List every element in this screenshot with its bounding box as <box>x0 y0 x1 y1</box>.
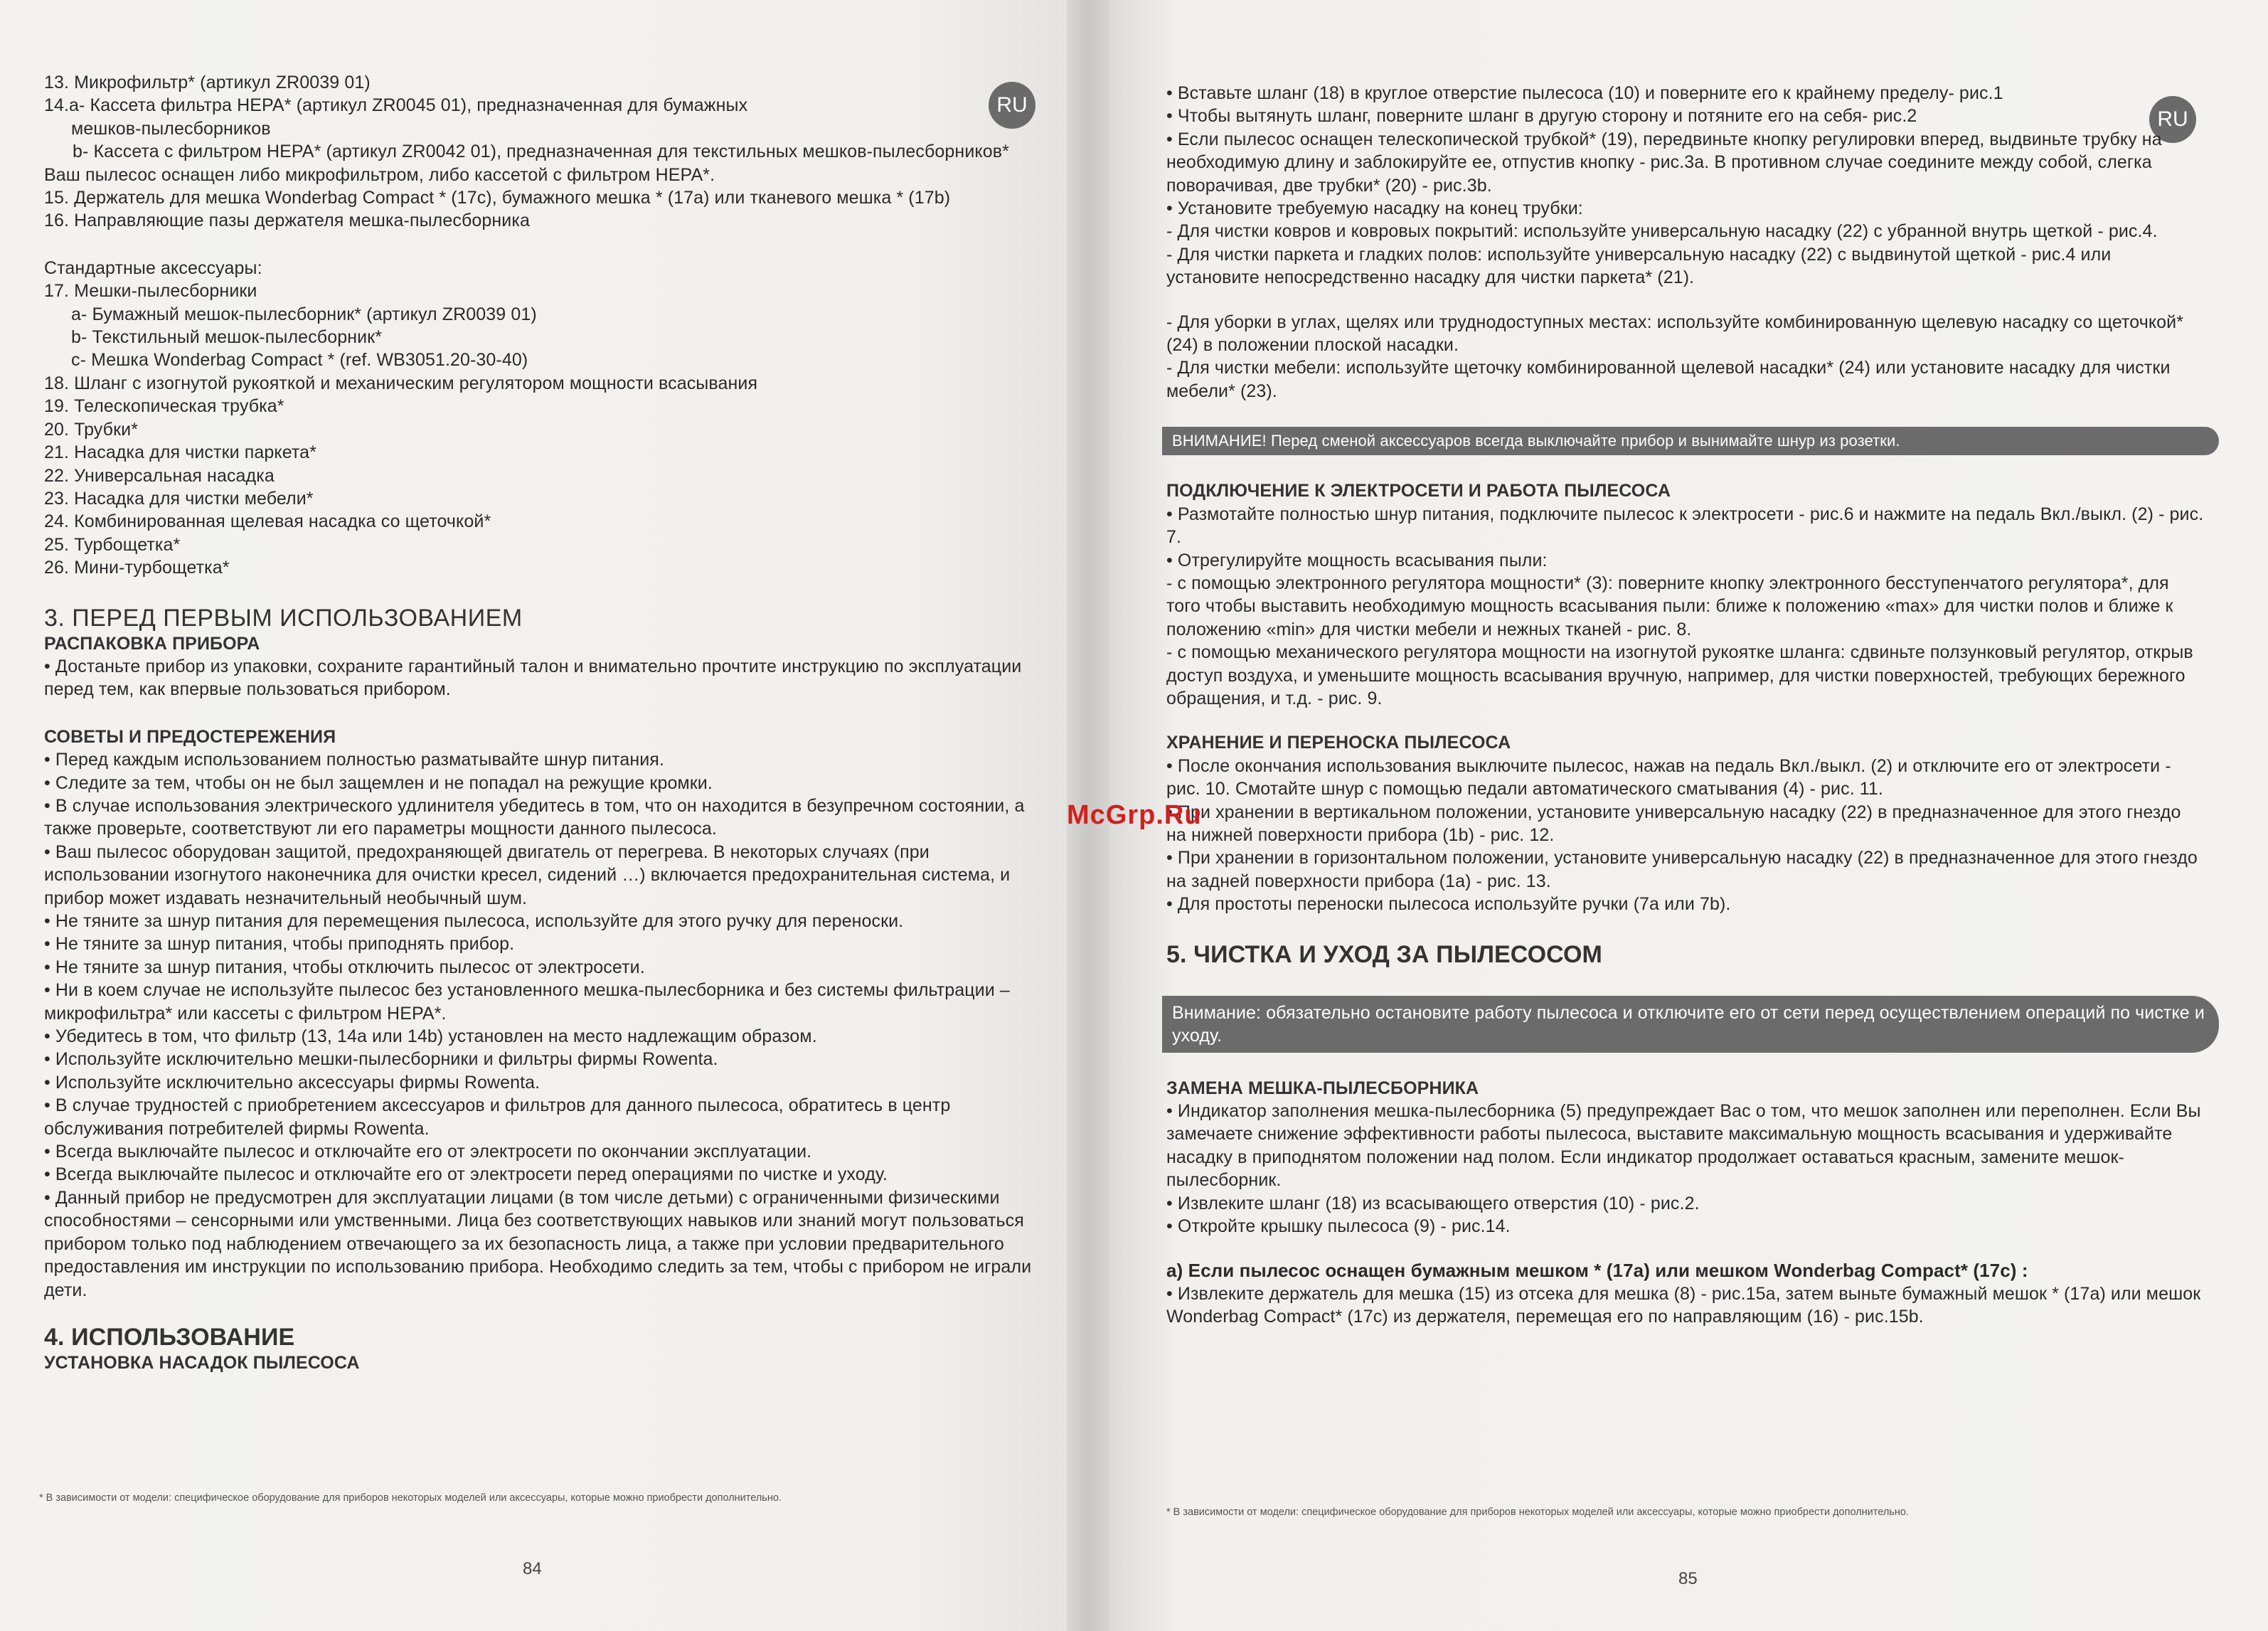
install-item: • Вставьте шланг (18) в круглое отверстие пылесоса (10) и поверните его к крайнему пределу- рис.1 <box>1166 83 2003 103</box>
accessory-item: 24. Комбинированная щелевая насадка со щеточкой* <box>44 511 491 532</box>
advice-item: • Следите за тем, чтобы он не был защемлен и не попадал на режущие кромки. <box>44 772 713 793</box>
left-column <box>44 71 1033 1374</box>
install-item: • Если пылесос оснащен телескопической трубкой* (19), передвиньте кнопку регулировки вперед, выдвиньте трубку на необходимую длину и заблокируйте ее, отпустив кнопку - рис.3a. В противном случае соедините между собой, слегка поворачивая, две трубки* (20) - рис.3b. <box>1166 129 2162 196</box>
advice-item: • Не тяните за шнур питания, чтобы приподнять прибор. <box>44 934 515 955</box>
list-item: b- Кассета с фильтром HEPA* (артикул ZR0042 01), предназначенная для текстильных мешков-пылесборников* <box>73 142 1009 162</box>
right-column <box>1166 82 2205 1329</box>
accessory-item: 25. Турбощетка* <box>44 534 181 555</box>
advice-item: • Всегда выключайте пылесос и отключайте его от электросети перед операциями по чистке и уходу. <box>44 1164 888 1185</box>
list-item: 15. Держатель для мешка Wonderbag Compact * (17c), бумажного мешка * (17a) или тканевого мешка * (17b) <box>44 188 951 208</box>
accessory-item: c- Мешка Wonderbag Compact * (ref. WB3051.20-30-40) <box>71 350 528 371</box>
accessory-item: 22. Универсальная насадка <box>44 465 275 486</box>
accessory-item: 26. Мини-турбощетка* <box>44 558 230 578</box>
unpack-text: • Достаньте прибор из упаковки, сохраните гарантийный талон и внимательно прочтите инструкцию по эксплуатации перед тем, как впервые пользоваться прибором. <box>44 656 1022 700</box>
storage-title: ХРАНЕНИЕ И ПЕРЕНОСКА ПЫЛЕСОСА <box>1166 733 1511 753</box>
accessories-list <box>44 280 1033 579</box>
advice-item: • В случае использования электрического удлинителя убедитесь в том, что он находится в безупречном состоянии, а также проверьте, соответствуют ли его параметры мощности данного пылесоса. <box>44 795 1025 839</box>
accessory-item: b- Текстильный мешок-пылесборник* <box>71 327 383 348</box>
accessory-item: 19. Телескопическая трубка* <box>44 396 284 417</box>
power-title: ПОДКЛЮЧЕНИЕ К ЭЛЕКТРОСЕТИ И РАБОТА ПЫЛЕСОСА <box>1166 481 1671 501</box>
advice-item: • Ваш пылесос оборудован защитой, предохраняющей двигатель от перегрева. В некоторых случаях (при использовании изогнутого наконечника для очистки кресел, сидений …) включается предохранительная система, и прибор может издавать незначительный необычный шум. <box>44 841 1011 908</box>
list-item: 16. Направляющие пазы держателя мешка-пылесборника <box>44 211 530 231</box>
list-item: мешков-пылесборников <box>71 118 271 139</box>
page-number: 84 <box>523 1559 542 1578</box>
install-list-continued <box>1166 311 2205 403</box>
page-number: 85 <box>1678 1569 1698 1588</box>
list-item: 14.a- Кассета фильтра HEPA* (артикул ZR0045 01), предназначенная для бумажных <box>44 95 748 116</box>
install-item: - Для уборки в углах, щелях или труднодоступных местах: используйте комбинированную щелевую насадку со щеточкой* (24) в положении плоской насадки. <box>1166 312 2184 356</box>
bag-item: • Откройте крышку пылесоса (9) - рис.14. <box>1166 1216 1511 1237</box>
section-3-title: 3. ПЕРЕД ПЕРВЫМ ИСПОЛЬЗОВАНИЕМ <box>44 604 523 632</box>
advice-item: • Ни в коем случае не используйте пылесос без установленного мешка-пылесборника и без системы фильтрации – микрофильтра* или кассеты с фильтром HEPA*. <box>44 980 1010 1024</box>
warning-banner: ВНИМАНИЕ! Перед сменой аксессуаров всегда выключайте прибор и вынимайте шнур из розетки. <box>1162 427 2219 455</box>
unpack-title: РАСПАКОВКА ПРИБОРА <box>44 633 260 654</box>
power-list <box>1166 503 2205 711</box>
left-page <box>0 0 1067 1631</box>
storage-item: • При хранении в вертикальном положении, установите универсальную насадку (22) в предназначенное для этого гнездо на нижней поверхности прибора (1b) - рис. 12. <box>1166 802 2181 845</box>
storage-item: • Для простоты переноски пылесоса используйте ручки (7a или 7b). <box>1166 894 1731 915</box>
install-item: - Для чистки паркета и гладких полов: используйте универсальную насадку (22) с выдвинутой щеткой - рис.4 или установите непосредственно насадку для чистки паркета* (21). <box>1166 244 2112 288</box>
bag-item: • Извлеките шланг (18) из всасывающего отверстия (10) - рис.2. <box>1166 1193 1700 1213</box>
advice-item: • Убедитесь в том, что фильтр (13, 14a или 14b) установлен на место надлежащим образом. <box>44 1026 817 1047</box>
list-item: 13. Микрофильтр* (артикул ZR0039 01) <box>44 73 371 92</box>
language-badge: RU <box>989 82 1035 129</box>
accessories-title: Стандартные аксессуары: <box>44 257 262 278</box>
advice-title: СОВЕТЫ И ПРЕДОСТЕРЕЖЕНИЯ <box>44 726 336 747</box>
accessory-item: 20. Трубки* <box>44 419 139 440</box>
accessory-item: a- Бумажный мешок-пылесборник* (артикул ZR0039 01) <box>71 304 537 324</box>
accessory-item: 18. Шланг с изогнутой рукояткой и механическим регулятором мощности всасывания <box>44 373 758 393</box>
advice-item: • Используйте исключительно аксессуары фирмы Rowenta. <box>44 1072 541 1093</box>
right-page <box>1109 0 2268 1631</box>
accessory-item: 17. Мешки-пылесборники <box>44 281 257 302</box>
parts-list <box>44 71 1033 233</box>
list-item: Ваш пылесос оснащен либо микрофильтром, либо кассетой с фильтром HEPA*. <box>44 164 715 185</box>
power-item: • Отрегулируйте мощность всасывания пыли: <box>1166 550 1548 570</box>
paper-bag-title: a) Если пылесос оснащен бумажным мешком * (17a) или мешком Wonderbag Compact* (17c) : <box>1166 1260 2028 1282</box>
storage-item: • После окончания использования выключите пылесос, нажав на педаль Вкл./выкл. (2) и отключите его от электросети - рис. 10. Смотайте шнур с помощью педали автоматического сматывания (4) - рис. 11. <box>1166 755 2171 799</box>
accessory-item: 21. Насадка для чистки паркета* <box>44 442 316 463</box>
paper-bag-text: • Извлеките держатель для мешка (15) из отсека для мешка (8) - рис.15a, затем выньте бумажный мешок * (17a) или мешок Wonderbag Compact* (17c) из держателя, перемещая его по направляющим (16) - рис.15b. <box>1166 1283 2201 1327</box>
advice-item: • Всегда выключайте пылесос и отключайте его от электросети по окончании эксплуатации. <box>44 1142 812 1162</box>
section-4-title: 4. ИСПОЛЬЗОВАНИЕ <box>44 1323 295 1351</box>
care-banner: Внимание: обязательно остановите работу пылесоса и отключите его от сети перед осуществлением операций по чистке и уходу. <box>1162 996 2219 1053</box>
bag-list <box>1166 1100 2205 1238</box>
accessory-item: 23. Насадка для чистки мебели* <box>44 488 314 509</box>
install-item: - Для чистки ковров и ковровых покрытий: используйте универсальную насадку (22) с убранной внутрь щеткой - рис.4. <box>1166 221 2158 242</box>
advice-item: • Не тяните за шнур питания, чтобы отключить пылесос от электросети. <box>44 957 645 977</box>
install-item: • Установите требуемую насадку на конец трубки: <box>1166 198 1583 219</box>
bag-item: • Индикатор заполнения мешка-пылесборника (5) предупреждает Вас о том, что мешок заполнен или переполнен. Если Вы замечаете снижение эффективности работы пылесоса, выставите максимальную мощность всасывания и удерживайте насадку в приподнятом положении над полом. Если индикатор продолжает оставаться красным, замените мешок-пылесборник. <box>1166 1101 2201 1191</box>
advice-list <box>44 748 1033 1302</box>
power-item: - с помощью механического регулятора мощности на изогнутой рукоятке шланга: сдвиньте ползунковый регулятор, открыв доступ воздуха, и уменьшите мощность всасывания вручную, например, для чистки поверхностей, требующих бережного обращения, и т.д. - рис. 9. <box>1166 642 2193 708</box>
bag-title: ЗАМЕНА МЕШКА-ПЫЛЕСБОРНИКА <box>1166 1078 1479 1098</box>
language-badge: RU <box>2149 96 2196 143</box>
advice-item: • В случае трудностей с приобретением аксессуаров и фильтров для данного пылесоса, обратитесь в центр обслуживания потребителей фирмы Rowenta. <box>44 1095 951 1139</box>
power-item: • Размотайте полностью шнур питания, подключите пылесос к электросети - рис.6 и нажмите на педаль Вкл./выкл. (2) - рис. 7. <box>1166 504 2204 548</box>
advice-item: • Данный прибор не предусмотрен для эксплуатации лицами (в том числе детьми) с ограниченными физическими способностями – сенсорными или умственными. Лица без соответствующих навыков или знаний могут пользоваться прибором только под наблюдением отвечающего за их безопасность лица, а также при условии предварительного предоставления им инструкции по использованию прибора. Необходимо следить за тем, чтобы с прибором не играли дети. <box>44 1187 1032 1300</box>
storage-item: • При хранении в горизонтальном положении, установите универсальную насадку (22) в предназначенное для этого гнездо на задней поверхности прибора (1a) - рис. 13. <box>1166 848 2198 891</box>
section-4-subtitle: УСТАНОВКА НАСАДОК ПЫЛЕСОСА <box>44 1352 360 1373</box>
install-list <box>1166 82 2205 289</box>
advice-item: • Не тяните за шнур питания для перемещения пылесоса, используйте для этого ручку для переноски. <box>44 911 904 931</box>
storage-list <box>1166 755 2205 916</box>
advice-item: • Перед каждым использованием полностью разматывайте шнур питания. <box>44 750 664 770</box>
install-item: - Для чистки мебели: используйте щеточку комбинированной щелевой насадки* (24) или установите насадку для чистки мебели* (23). <box>1166 358 2171 401</box>
install-item: • Чтобы вытянуть шланг, поверните шланг в другую сторону и потяните его на себя- рис.2 <box>1166 106 1917 127</box>
footnote: * В зависимости от модели: специфическое оборудование для приборов некоторых моделей или аксессуары, которые можно приобрести дополнительно. <box>39 1492 782 1504</box>
footnote: * В зависимости от модели: специфическое оборудование для приборов некоторых моделей или аксессуары, которые можно приобрести дополнительно. <box>1166 1507 1909 1518</box>
section-5-title: 5. ЧИСТКА И УХОД ЗА ПЫЛЕСОСОМ <box>1166 940 1602 968</box>
advice-item: • Используйте исключительно мешки-пылесборники и фильтры фирмы Rowenta. <box>44 1049 718 1070</box>
watermark: McGrp.Ru <box>1067 800 1202 830</box>
power-item: - с помощью электронного регулятора мощности* (3): поверните кнопку электронного бесступенчатого регулятора*, для того чтобы выставить необходимую мощность всасывания пыли: ближе к положению «max» для чистки полов и ближе к положению «min» для чистки мебели и нежных тканей - рис. 8. <box>1166 573 2173 639</box>
